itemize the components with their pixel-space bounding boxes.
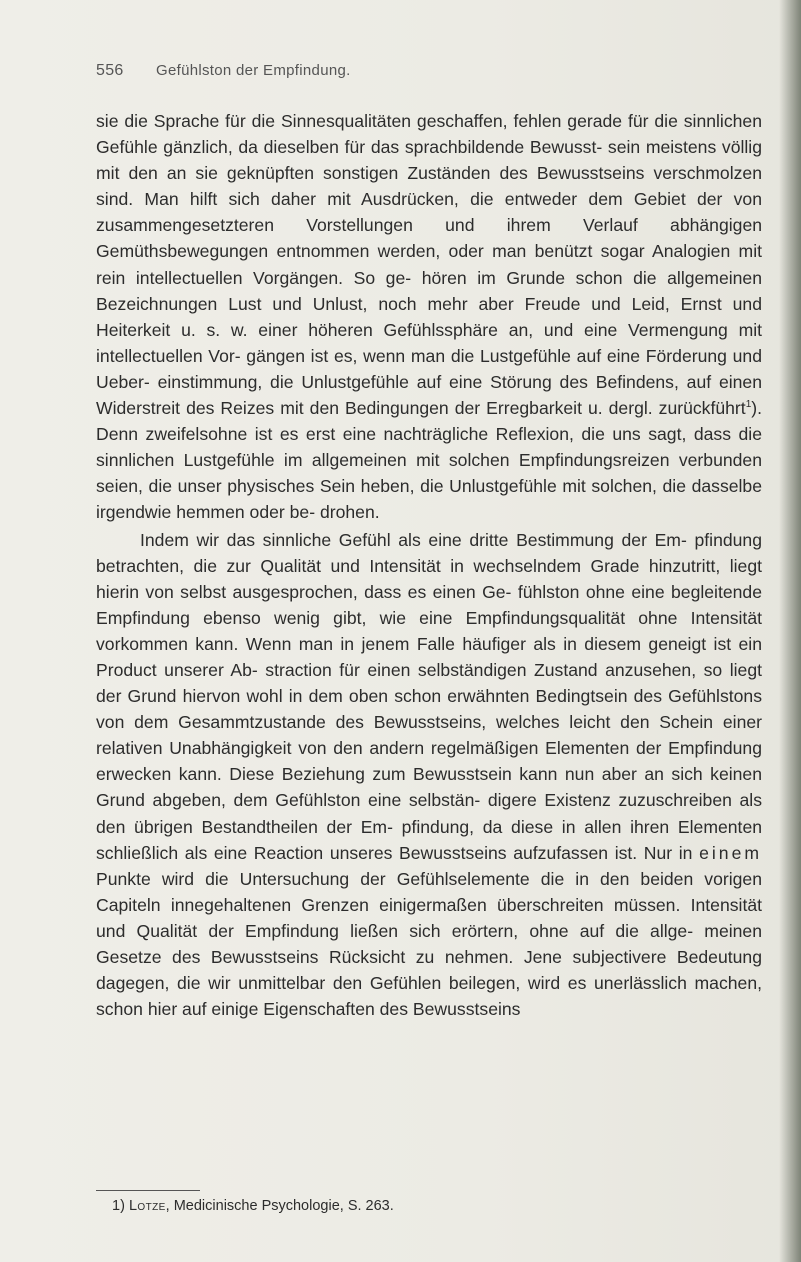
paragraph-1: sie die Sprache für die Sinnesqualitäten geschaffen, fehlen gerade für die sinnlichen Gefühle gänzlich, da dieselben für das sprachbildende Bewusst- sein meistens völlig mit den an sie geknüpften sonstigen Zuständen des Bewusstseins verschmolzen sind. Man hilft sich daher mit Ausdrücken, die entweder dem Gebiet der von zusammengesetzteren Vorstellungen und ihrem Verlauf abhängigen Gemüthsbewegungen entnommen werden, oder man benützt sogar Analogien mit rein intellectuellen Vorgängen. So ge- hören im Grunde schon die allgemeinen Bezeichnungen Lust und Unlust, noch mehr aber Freude und Leid, Ernst und Heiterkeit u. s. w. einer höheren Gefühlssphäre an, und eine Vermengung mit intellectuellen Vor- gängen ist es, wenn man die Lustgefühle auf eine Förderung und Ueber- einstimmung, die Unlustgefühle auf eine Störung des Befindens, auf einen Widerstreit des Reizes mit den Bedingungen der Erregbarkeit u. dergl. zurückführt$^1$). Denn zweifelsohne ist es erst eine nachträgliche Reflexion, die uns sagt, dass die sinnlichen Lustgefühle im allgemeinen mit solchen Empfindungsreizen verbunden seien, die unser physisches Sein heben, die Unlustgefühle mit solchen, die dasselbe irgendwie hemmen oder be- drohen. — [96, 111, 763, 523]
footnote-author: Lotze — [128, 1198, 166, 1214]
footnote-citation: , Medicinische Psychologie, S. 263. — [165, 1198, 394, 1214]
footnote-divider — [96, 1190, 200, 1191]
footnote-number: 1) — [112, 1198, 125, 1214]
body-text — [96, 108, 762, 1022]
page-number: 556 — [96, 62, 124, 79]
page-edge-shadow — [779, 0, 801, 1262]
emphasis-spaced: einem — [699, 842, 763, 863]
footnote-marker: 1 — [745, 399, 752, 411]
page-header — [96, 62, 736, 86]
paragraph-2: Indem wir das sinnliche Gefühl als eine dritte Bestimmung der Em- pfindung betrachten, die zur Qualität und Intensität in wechselndem Grade hinzutritt, liegt hierin von selbst ausgesprochen, dass es einen Ge- fühlston ohne eine begleitende Empfindung ebenso wenig gibt, wie eine Empfindungsqualität ohne Intensität vorkommen kann. Wenn man in jenem Falle häufiger als in diesem geneigt ist ein Product unserer Ab- straction für einen selbständigen Zustand anzusehen, so liegt der Grund hiervon wohl in dem oben schon erwähnten Bedingtsein des Gefühlstons von dem Gesammtzustande des Bewusstseins, welches leicht den Schein einer relativen Unabhängigkeit von den andern regelmäßigen Elementen der Empfindung erwecken kann. Diese Beziehung zum Bewusstsein kann nun aber an sich keinen Grund abgeben, dem Gefühlston eine selbstän- digere Existenz zuzuschreiben als den übrigen Bestandtheilen der Em- pfindung, da diese in allen ihren Elementen schließlich als eine Reaction unseres Bewusstseins aufzufassen ist. Nur in einem Punkte wird die Untersuchung der Gefühlselemente die in den beiden vorigen Capiteln innegehaltenen Grenzen einigermaßen überschreiten müssen. Intensität und Qualität der Empfindung ließen sich erörtern, ohne auf die allge- meinen Gesetze des Bewusstseins Rücksicht zu nehmen. Jene subjectivere Bedeutung dagegen, die wir unmittelbar den Gefühlen beilegen, wird es unerlässlich machen, schon hier auf einige Eigenschaften des Bewusstseins — [96, 529, 763, 1020]
footnote — [112, 1196, 732, 1216]
running-head: Gefühlston der Empfindung. — [156, 62, 351, 79]
